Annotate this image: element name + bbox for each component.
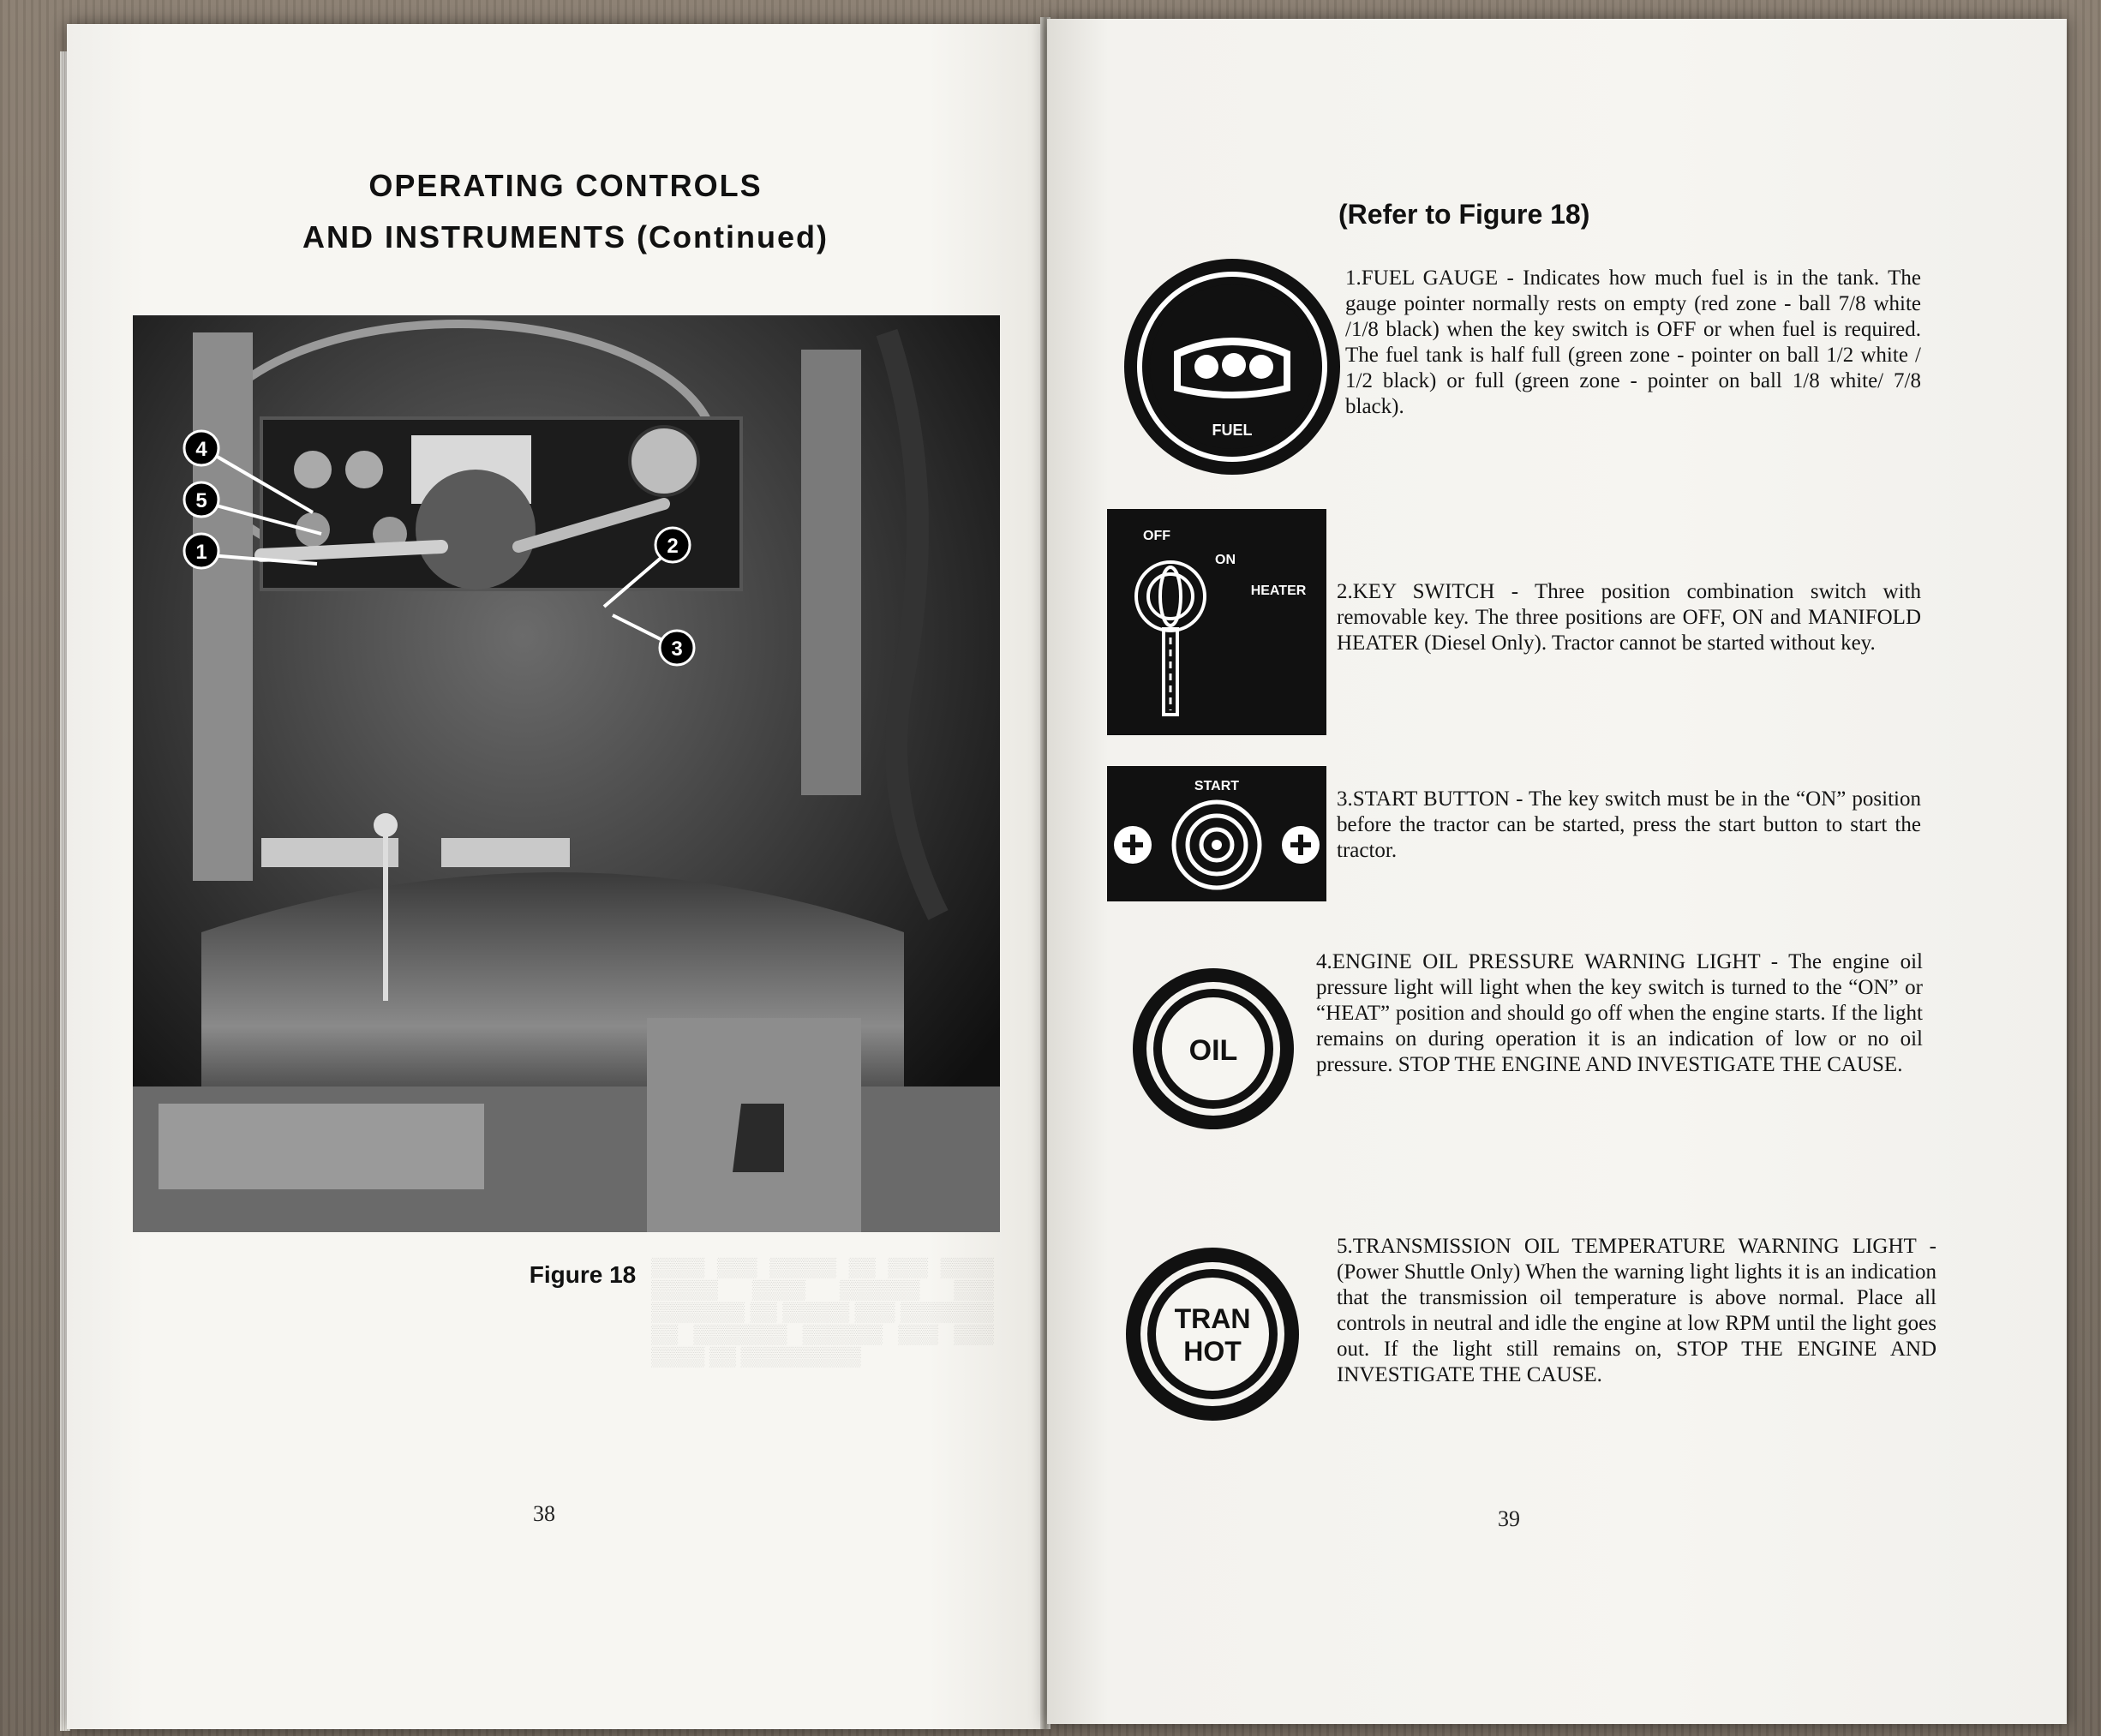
figure-18-photo <box>133 315 1000 1232</box>
entry-start-button: 3.START BUTTON - The key switch must be in the “ON” position before the tractor can be started, press the start button to start the tractor. <box>1337 787 1921 862</box>
svg-text:OFF: OFF <box>1143 529 1170 543</box>
svg-text:START: START <box>1194 779 1240 793</box>
svg-text:TRAN: TRAN <box>1174 1303 1251 1334</box>
svg-text:5: 5 <box>195 489 207 512</box>
bleed-through-text: ▒▒▒▒ ▒▒▒ ▒▒▒▒▒ ▒▒ ▒▒▒ ▒▒▒▒ ▒▒▒▒▒ ▒▒▒▒ ▒▒▒▒▒▒ ▒▒▒ ▒▒▒▒▒▒▒ ▒▒ ▒▒▒▒▒ ▒▒▒ ▒▒▒▒▒▒▒ ▒▒ ▒▒▒▒▒▒▒ ▒▒▒▒▒▒ ▒▒▒ ▒▒▒ ▒▒▒▒ ▒▒ ▒▒▒▒▒▒▒▒▒ <box>651 1256 994 1367</box>
entry-transmission-temp-light: 5.TRANSMISSION OIL TEMPERATURE WARNING LIGHT - (Power Shuttle Only) When the warning light lights it is an indication that the transmission oil temperature is above normal. Place all controls in neutral and idle the engine at low RPM until the light goes out. If the light still remains on, STOP THE ENGINE AND INVESTIGATE THE CAUSE. <box>1337 1235 1936 1386</box>
entry-oil-pressure-light: 4.ENGINE OIL PRESSURE WARNING LIGHT - The engine oil pressure light will light when the key switch is turned to the “ON” or “HEAT” position and should go off when the engine starts. If the light remains on during operation it is an indication of low or no oil pressure. STOP THE ENGINE AND INVESTIGATE THE CAUSE. <box>1316 950 1923 1076</box>
callout-5 <box>184 482 218 517</box>
figure-caption: Figure 18 <box>529 1261 637 1288</box>
refer-heading: (Refer to Figure 18) <box>1338 199 1590 230</box>
entry-fuel-gauge: 1.FUEL GAUGE - Indicates how much fuel is in the tank. The gauge pointer normally rests on empty (red zone - ball 7/8 white /1/8 black) when the key switch is OFF or when fuel is required. The fuel tank is half full (green zone - pointer on ball 1/2 white / 1/2 black) or full (green zone - pointer on ball 1/8 white/ 7/8 black). <box>1345 266 1921 418</box>
page-number-right: 39 <box>1498 1506 1520 1531</box>
svg-text:4: 4 <box>195 438 207 461</box>
callout-3 <box>660 631 694 665</box>
svg-text:HEATER: HEATER <box>1250 584 1307 598</box>
svg-text:3: 3 <box>671 638 683 661</box>
callout-4 <box>184 431 218 465</box>
svg-text:2: 2 <box>667 535 679 558</box>
svg-text:OIL: OIL <box>1188 1034 1238 1067</box>
svg-text:FUEL: FUEL <box>1212 422 1253 439</box>
svg-text:ON: ON <box>1215 553 1236 567</box>
oil-light-icon <box>1129 965 1297 1133</box>
key-switch-icon <box>1107 509 1326 735</box>
callout-1 <box>184 534 218 568</box>
section-title-line1: OPERATING CONTROLS <box>368 168 763 203</box>
section-title-line2: AND INSTRUMENTS (Continued) <box>302 219 829 254</box>
start-button-icon <box>1107 766 1326 901</box>
svg-text:HOT: HOT <box>1183 1336 1242 1367</box>
entry-key-switch: 2.KEY SWITCH - Three position combination switch with removable key. The three positions are OFF, ON and MANIFOLD HEATER (Diesel Only). Tractor cannot be started without key. <box>1337 580 1921 655</box>
tran-hot-light-icon <box>1122 1244 1302 1424</box>
svg-text:1: 1 <box>195 541 207 564</box>
callout-2 <box>655 528 690 562</box>
page-number-left: 38 <box>533 1501 555 1526</box>
fuel-gauge-icon <box>1121 255 1344 478</box>
